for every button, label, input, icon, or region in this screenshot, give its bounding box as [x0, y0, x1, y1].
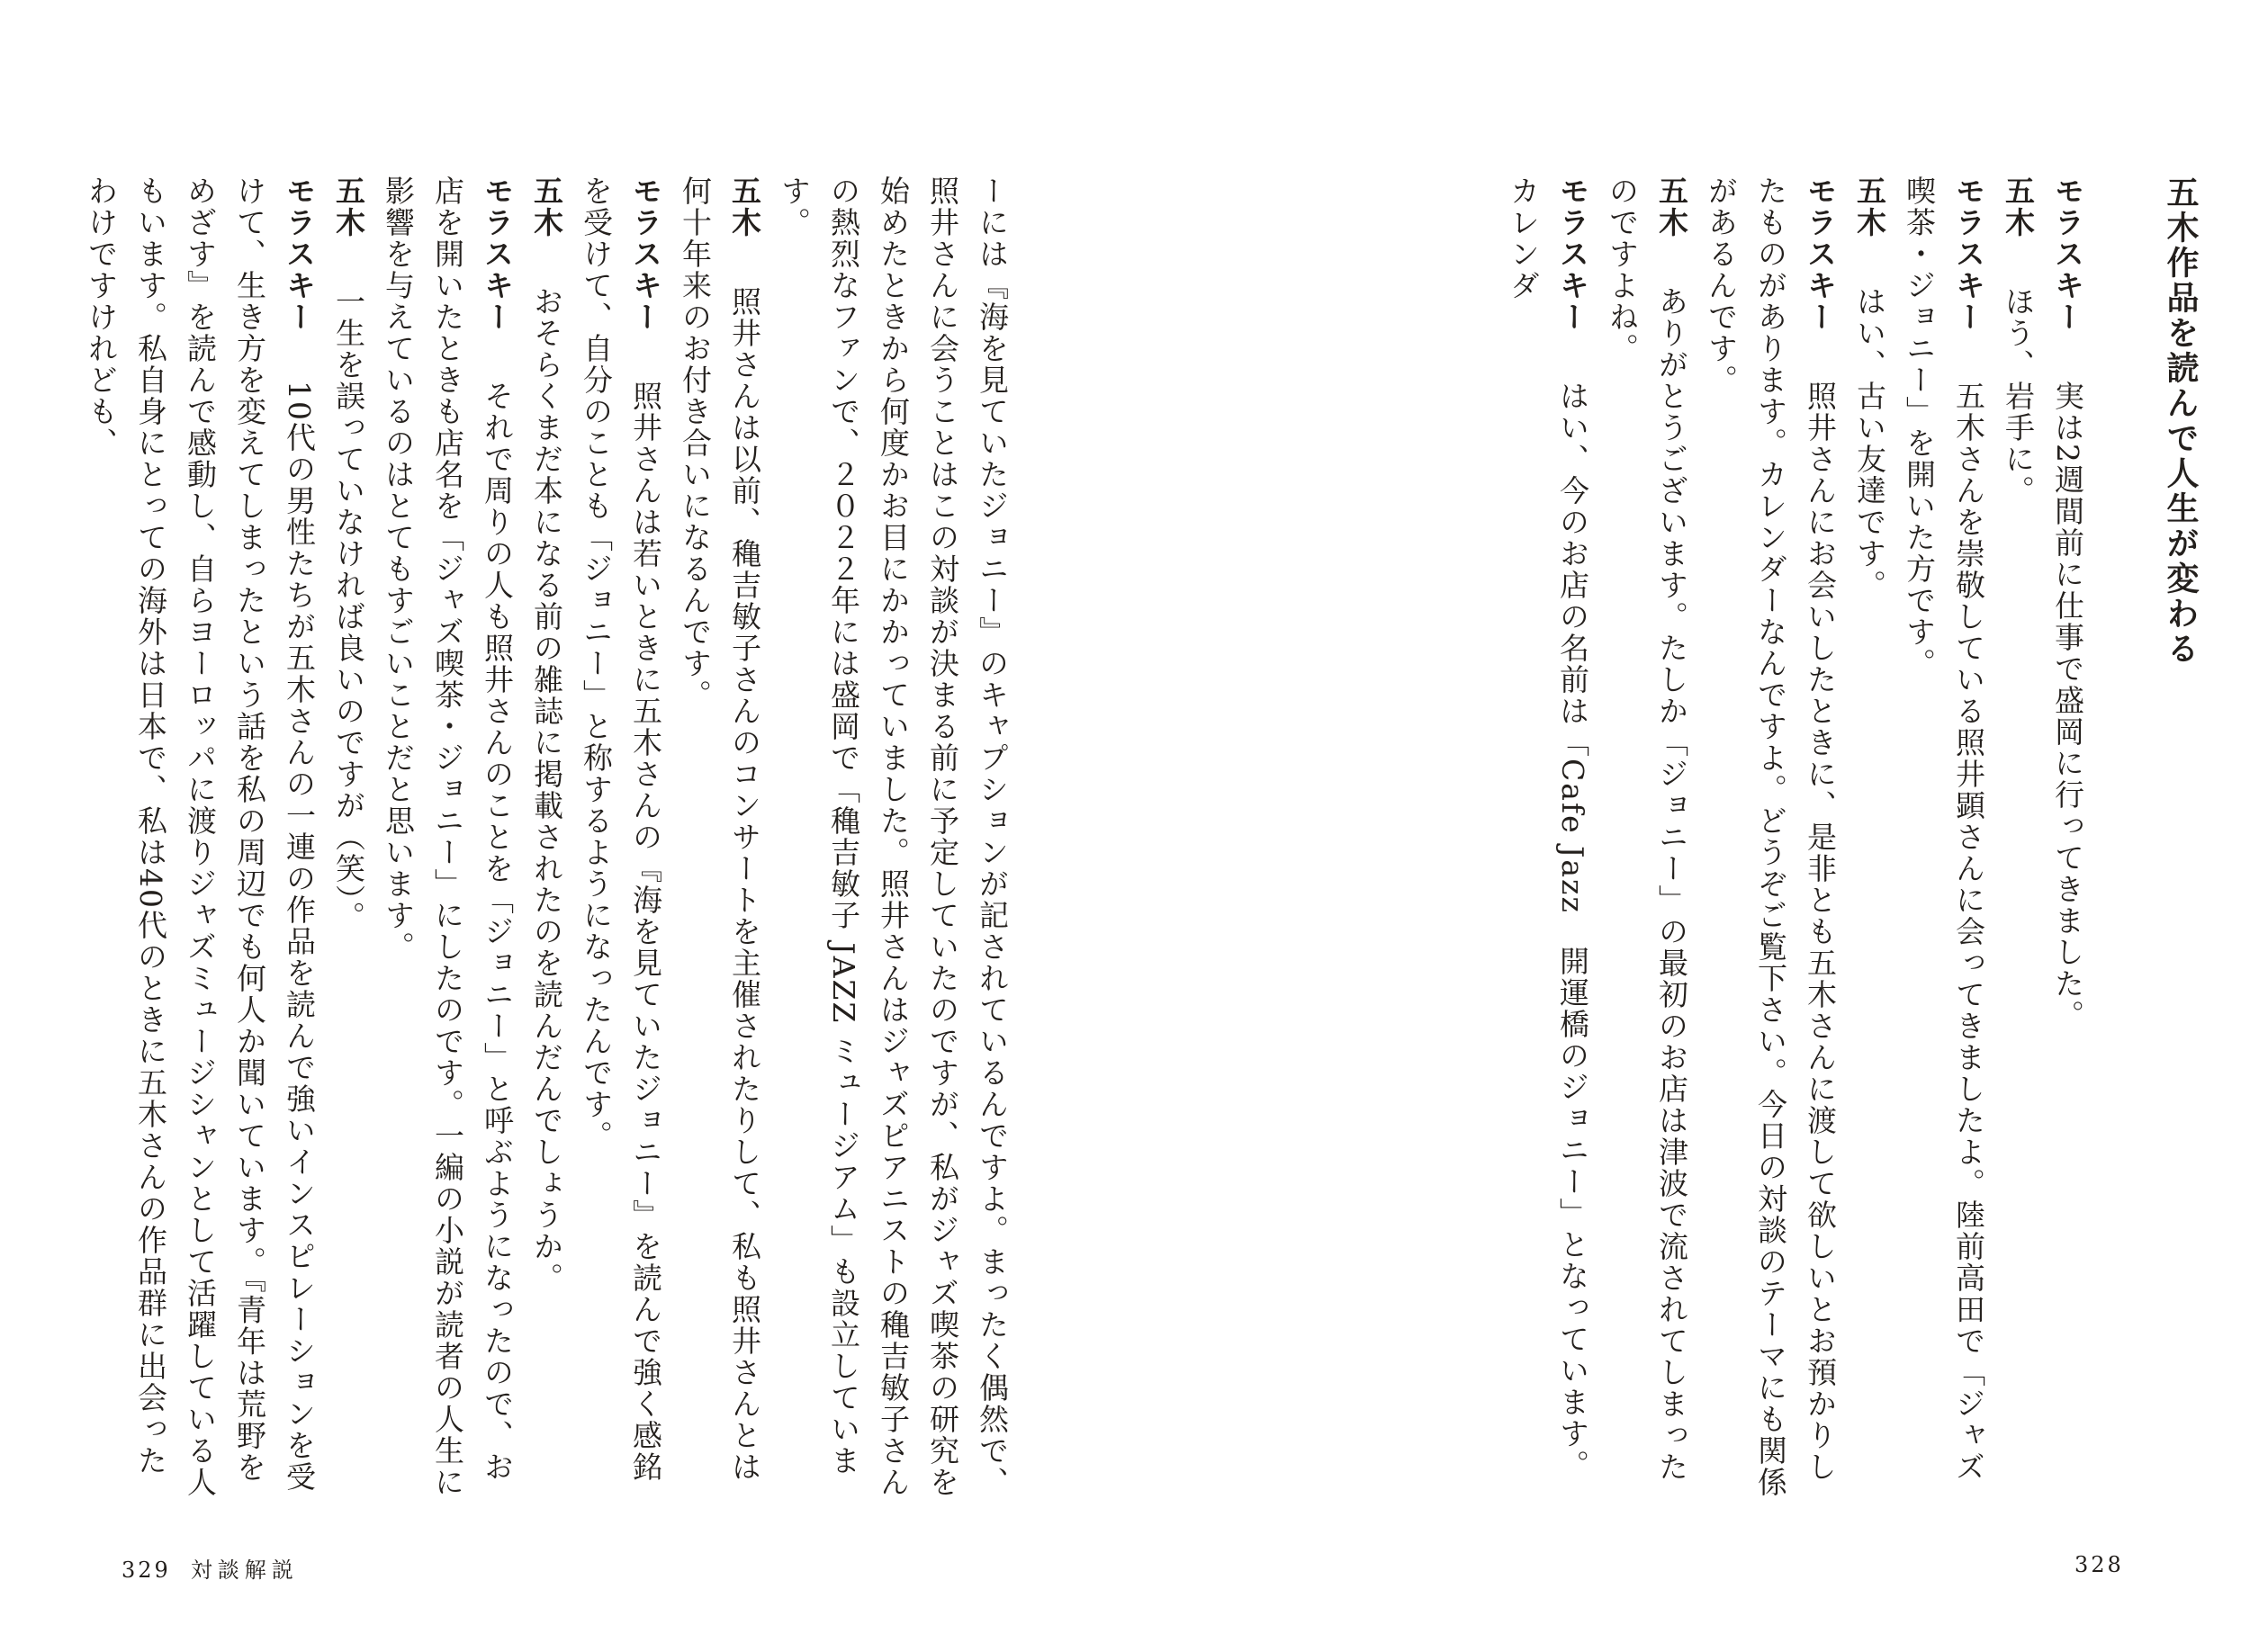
page-number-value: 329 [122, 1558, 171, 1583]
speaker-label: 五木 [1852, 175, 1887, 238]
speaker-label: モラスキー [480, 175, 515, 333]
speaker-label: 五木 [2001, 175, 2036, 238]
paragraph-text: 照井さんは以前、穐吉敏子さんのコンサートを主催されたりして、私も照井さんとは何十年来のお付き合いになるんです。 [678, 175, 762, 1483]
paragraph-text: それで周りの人も照井さんのことを「ジョニー」と呼ぶようになったので、お店を開いたときも店名を「ジャズ喫茶・ジョニー」にしたのです。一編の小説が読者の人生に影響を与えているのはとてもすごいことだと思います。 [381, 175, 515, 1498]
paragraph-text: おそらくまだ本になる前の雑誌に掲載されたのを読んだんでしょうか。 [529, 286, 564, 1294]
speaker-label: モラスキー [1555, 175, 1590, 333]
paragraph [572, 175, 670, 1498]
paragraph [1598, 175, 1696, 1498]
paragraph [1845, 175, 1894, 1498]
paragraph [2043, 175, 2092, 1498]
paragraph [76, 175, 324, 1498]
paragraph [324, 175, 374, 1498]
paragraph-text: 実は2週間前に仕事で盛岡に行ってきました。 [2050, 381, 2085, 1031]
section-heading: 五木作品を読んで人生が変わる [2162, 175, 2199, 667]
paragraph-text: ほう、岩手に。 [2001, 286, 2036, 507]
paragraph-text: ーには『海を見ていたジョニー』のキャプションが記されているんですよ。まったく偶然で、照井さんに会うことはこの対談が決まる前に予定していたのですが、私がジャズ喫茶の研究を始めたときから何度かお目にかかっていました。照井さんはジャズピアニストの穐吉敏子さんの熱烈なファンで、２０２２年には盛岡で「穐吉敏子 JAZZ ミュージアム」も設立しています。 [777, 175, 1010, 1498]
speaker-label: 五木 [1654, 175, 1689, 238]
paragraph [770, 175, 1017, 1498]
page-number-value: 328 [2074, 1552, 2124, 1577]
page-footer [122, 1552, 299, 1584]
paragraph-text: はい、古い友達です。 [1852, 286, 1887, 601]
paragraph-text: ありがとうございます。たしか「ジョニー」の最初のお店は津波で流されてしまったのですよね。 [1605, 175, 1689, 1483]
speaker-label: モラスキー [2050, 175, 2085, 333]
running-title: 対談解説 [190, 1558, 299, 1583]
speaker-label: 五木 [727, 175, 762, 238]
paragraph-text: 照井さんは若いときに五木さんの『海を見ていたジョニー』を読んで強く感銘を受けて、自分のことも「ジョニー」と称するようになったんです。 [579, 175, 663, 1483]
speaker-label: 五木 [529, 175, 564, 238]
speaker-label: モラスキー [282, 175, 317, 333]
paragraph [522, 175, 572, 1498]
paragraph [670, 175, 770, 1498]
paragraph [1498, 175, 1598, 1498]
paragraph-text: 一生を誤っていなければ良いのですが（笑）。 [331, 286, 366, 933]
paragraph [1894, 175, 1994, 1498]
paragraph [1994, 175, 2043, 1498]
right-page [1125, 0, 2250, 1652]
right-page-text [1251, 175, 2205, 1498]
paragraph-text: 五木さんを崇敬している照井顕さんに会ってきましたよ。陸前高田で「ジャズ喫茶・ジョニー」を開いた方です。 [1902, 175, 1986, 1483]
speaker-label: モラスキー [1951, 175, 1986, 333]
speaker-label: モラスキー [1803, 175, 1838, 333]
paragraph-text: はい、今のお店の名前は「Cafe Jazz 開運橋のジョニー」となっています。カレンダ [1506, 175, 1590, 1481]
paragraph [374, 175, 522, 1498]
speaker-label: モラスキー [628, 175, 663, 333]
page-number [2074, 1552, 2124, 1577]
paragraph-text: 10代の男性たちが五木さんの一連の作品を読んで強いインスピレーションを受けて、生き方を変えてしまったという話を私の周辺でも何人か聞いています。『青年は荒野をめざす』を読んで感動し、自らヨーロッパに渡りジャズミュージシャンとして活躍している人もいます。私自身にとっての海外は日本で、私は40代のときに五木さんの作品群に出会ったわけですけれども、 [84, 175, 317, 1498]
left-page-text [84, 175, 1017, 1498]
paragraph [1696, 175, 1845, 1498]
paragraph-text: 照井さんにお会いしたときに、是非とも五木さんに渡して欲しいとお預かりしたものがあります。カレンダーなんですよ。どうぞご覧下さい。今日の対談のテーマにも関係があるんです。 [1704, 175, 1838, 1498]
speaker-label: 五木 [331, 175, 366, 238]
